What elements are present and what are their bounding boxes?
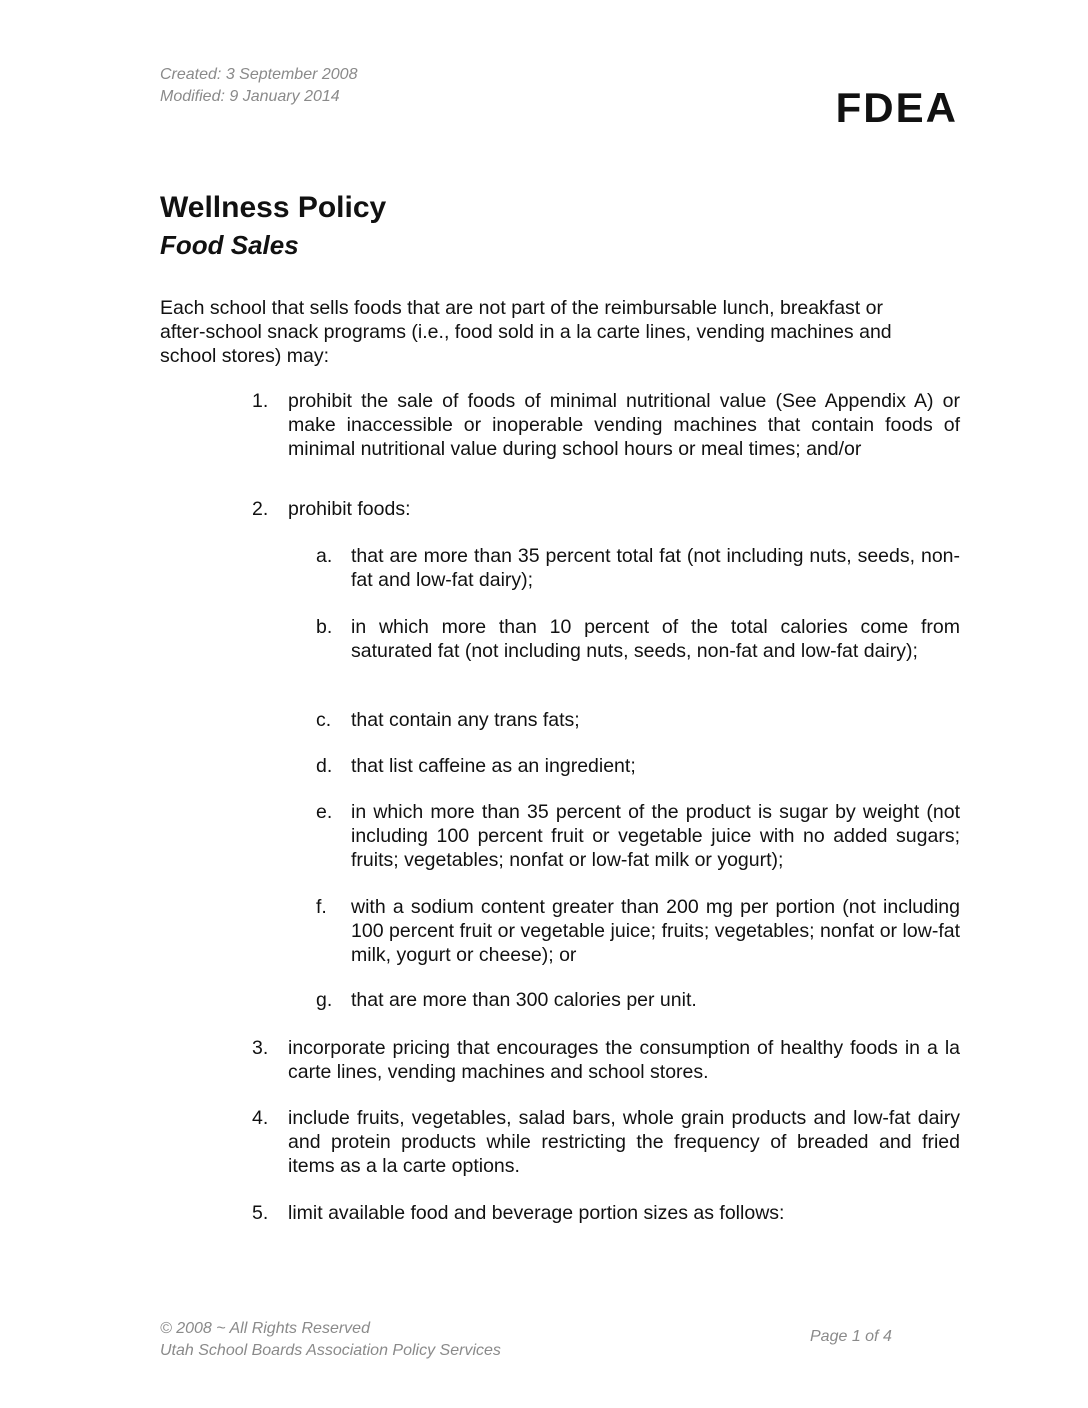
list-item-2	[252, 497, 960, 521]
publisher-text: Utah School Boards Association Policy Services	[160, 1342, 501, 1359]
sub-item-letter: g.	[316, 989, 333, 1011]
sub-item-letter: c.	[316, 709, 332, 731]
sub-item-g	[316, 988, 960, 1012]
list-item-3	[252, 1036, 960, 1084]
sub-item-c	[316, 708, 960, 732]
page-number: Page 1 of 4	[810, 1328, 892, 1345]
list-item-text: limit available food and beverage portion sizes as follows:	[288, 1202, 785, 1224]
list-item-text: incorporate pricing that encourages the consumption of healthy foods in a la carte lines, vending machines and school stores.	[288, 1037, 960, 1083]
page-title: Wellness Policy	[160, 191, 387, 224]
list-item-text: prohibit foods:	[288, 498, 411, 520]
sub-item-letter: b.	[316, 616, 333, 638]
sub-item-f	[316, 895, 960, 967]
sub-item-letter: d.	[316, 755, 333, 777]
sub-item-text: with a sodium content greater than 200 mg per portion (not including 100 percent fruit or vegetable juice; fruits; vegetables; nonfat or low-fat milk, yogurt or cheese); or	[351, 896, 960, 966]
page-subtitle: Food Sales	[160, 230, 299, 260]
sub-item-letter: e.	[316, 801, 333, 823]
sub-item-text: that contain any trans fats;	[351, 709, 580, 731]
list-item-number: 2.	[252, 498, 269, 520]
sub-item-d	[316, 754, 960, 778]
copyright-text: © 2008 ~ All Rights Reserved	[160, 1320, 370, 1337]
sub-item-a	[316, 544, 960, 592]
modified-date: Modified: 9 January 2014	[160, 88, 340, 105]
sub-item-letter: a.	[316, 545, 333, 567]
list-item-5	[252, 1201, 960, 1225]
sub-item-b	[316, 615, 960, 663]
list-item-number: 4.	[252, 1107, 269, 1129]
list-item-4	[252, 1106, 960, 1178]
list-item-number: 1.	[252, 390, 269, 412]
list-item-text: include fruits, vegetables, salad bars, whole grain products and low-fat dairy and protein products while restricting the frequency of breaded and fried items as a la carte options.	[288, 1107, 960, 1177]
list-item-text: prohibit the sale of foods of minimal nutritional value (See Appendix A) or make inaccessible or inoperable vending machines that contain foods of minimal nutritional value during school hours or meal times; and/or	[288, 390, 960, 460]
sub-item-letter: f.	[316, 896, 327, 918]
sub-item-text: in which more than 35 percent of the product is sugar by weight (not including 100 percent fruit or vegetable juice with no added sugars; fruits; vegetables; nonfat or low-fat milk or yogurt);	[351, 801, 960, 871]
footer-copyright-block	[160, 1318, 501, 1362]
list-item-1	[252, 389, 960, 461]
document-meta	[160, 64, 357, 108]
sub-item-text: that list caffeine as an ingredient;	[351, 755, 636, 777]
sub-item-e	[316, 800, 960, 872]
list-item-number: 3.	[252, 1037, 269, 1059]
sub-item-text: in which more than 10 percent of the total calories come from saturated fat (not including nuts, seeds, non-fat and low-fat dairy);	[351, 616, 960, 662]
sub-item-text: that are more than 300 calories per unit.	[351, 989, 697, 1011]
sub-item-text: that are more than 35 percent total fat (not including nuts, seeds, non-fat and low-fat dairy);	[351, 545, 960, 591]
created-date: Created: 3 September 2008	[160, 66, 358, 83]
intro-paragraph: Each school that sells foods that are not part of the reimbursable lunch, breakfast or after-school snack programs (i.e., food sold in a la carte lines, vending machines and school stores) may:	[160, 297, 892, 367]
list-item-number: 5.	[252, 1202, 269, 1224]
policy-code: FDEA	[835, 84, 958, 131]
